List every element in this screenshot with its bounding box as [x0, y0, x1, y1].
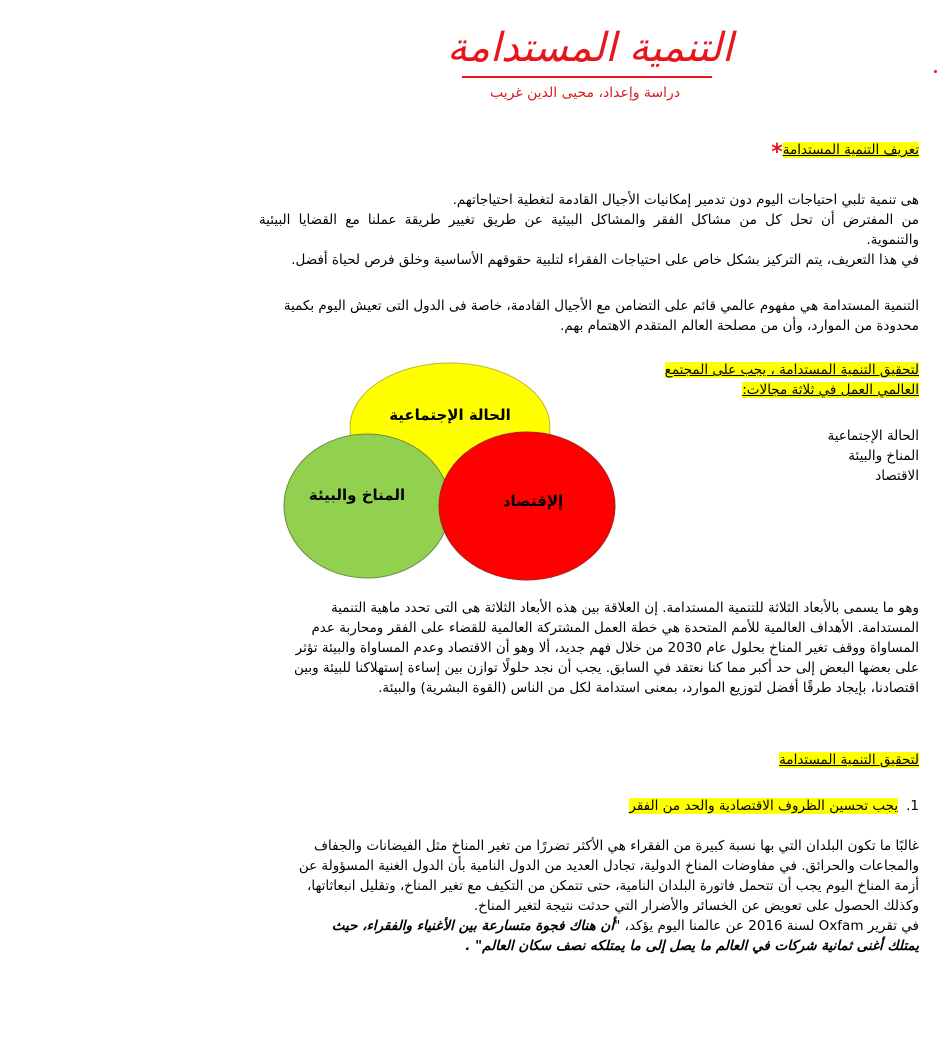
paragraph-line: المستدامة. الأهداف العالمية للأمم المتحدة هي خطة العمل المشتركة العالمية للقضاء على الفقر ومحاربة عدم [311, 620, 919, 636]
list-item: الاقتصاد [875, 468, 919, 484]
list-item: الحالة الإجتماعية [827, 428, 919, 444]
circle-social-label: الحالة الإجتماعية [389, 406, 511, 424]
oxfam-quote-end: يمتلك أغنى ثمانية شركات في العالم ما يصل إلى ما يمتلكه نصف سكان العالم" . [465, 938, 919, 954]
paragraph-line: في هذا التعريف، يتم التركيز بشكل خاص على احتياجات الفقراء لتلبية حقوقهم الأساسية وخلق فرص لحياة أفضل. [291, 252, 919, 268]
paragraph-line: وكذلك الحصول على تعويض عن الخسائر والأضرار التي حدثت نتيجة لتغير المناخ. [473, 898, 919, 914]
paragraph-line: التنمية المستدامة هي مفهوم عالمي قائم على التضامن مع الأجيال القادمة، خاصة فى الدول التى تعيش اليوم بكمية [283, 298, 919, 314]
three-areas-heading [599, 360, 919, 400]
section-definition-heading [259, 138, 919, 165]
heading-line: لتحقيق التنمية المستدامة ، يجب على المجتمع [664, 362, 919, 378]
paragraph-line: اقتصادنا، بإيجاد طرقًا أفضل لتوزيع الموارد، بمعنى استدامة لكل من الناس (القوة البشرية) والبيئة. [378, 680, 919, 696]
paragraph-line: والمجاعات والحرائق. في مفاوضات المناخ الدولية، تجادل العديد من الدول النامية بأن الدول الغنية المسؤولة عن [298, 858, 919, 874]
three-dimensions-paragraph [259, 598, 919, 698]
poverty-paragraph [259, 836, 919, 956]
circle-environment-label: المناخ والبيئة [308, 486, 406, 504]
oxfam-quote-start: أن هناك فجوة متسارعة بين الأغنياء والفقراء، حيث [331, 918, 615, 934]
oxfam-intro: في تقرير Oxfam لسنة 2016 عن عالمنا اليوم يؤكد، " [614, 918, 919, 934]
achieve-heading [259, 750, 919, 770]
author-line: دراسة وإعداد، محيى الدين غريب [489, 85, 681, 101]
heading-text: لتحقيق التنمية المستدامة [779, 752, 919, 768]
asterisk-mark: * [771, 140, 783, 165]
paragraph-line: غالبًا ما تكون البلدان التي بها نسبة كبيرة من الفقراء هي الأكثر تضررًا من تغير المناخ مثل الفيضانات والجفاف [314, 838, 919, 854]
numbered-item-1 [259, 796, 919, 816]
paragraph-line: وهو ما يسمى بالأبعاد الثلاثة للتنمية المستدامة. إن العلاقة بين هذه الأبعاد الثلاثة هى التى تحدد ماهية التنمية [331, 600, 919, 616]
margin-mark [934, 70, 937, 73]
circle-economy-label: إلإقتصاد [502, 492, 564, 510]
title-underline [462, 76, 712, 78]
section-heading-text: تعريف التنمية المستدامة [782, 142, 919, 158]
paragraph-line: على بعضها البعض إلى حد أكبر مما كنا نعتقد في السابق. يجب أن نجد حلولًا توازن بين إساءة إستهلاكنا للبيئة وبين [294, 660, 919, 676]
paragraph-line: أزمة المناخ اليوم يجب أن تتحمل فاتورة البلدان النامية، حتى تتمكن من التكيف مع تغير المناخ، وتقليل انبعاثاتها، [306, 878, 919, 894]
paragraph-line: المساواة ووقف تغير المناخ بحلول عام 2030 من خلال فهم جديد، ألا وهو أن الاقتصاد وعدم المساواة والبيئة تؤثر [295, 640, 919, 656]
item-number: 1. [906, 798, 919, 814]
paragraph-line: هى تنمية تلبي احتياجات اليوم دون تدمير إمكانيات الأجيال القادمة لتغطية احتياجاتهم. [452, 192, 919, 208]
heading-line: العالمي العمل في ثلاثة مجالات: [742, 382, 919, 398]
oxfam-line [259, 916, 919, 936]
circle-environment [284, 434, 450, 578]
paragraph-line: محدودة من الموارد، وأن من مصلحة العالم المتقدم الاهتمام بهم. [560, 318, 919, 334]
venn-diagram [280, 360, 620, 590]
global-concept-paragraph [259, 296, 919, 336]
paragraph-line: والتنموية. [866, 232, 919, 248]
three-areas-list [719, 426, 919, 486]
paragraph-line: من المفترض أن تحل كل من مشاكل الفقر والمشاكل البيئية عن طريق تغيير طريقة عملنا مع القضايا البيئية [259, 212, 919, 228]
item-text: يجب تحسين الظروف الاقتصادية والحد من الفقر [629, 798, 899, 814]
definition-paragraph [259, 190, 919, 270]
page-title: التنمية المستدامة [447, 25, 733, 71]
list-item: المناخ والبيئة [848, 448, 919, 464]
